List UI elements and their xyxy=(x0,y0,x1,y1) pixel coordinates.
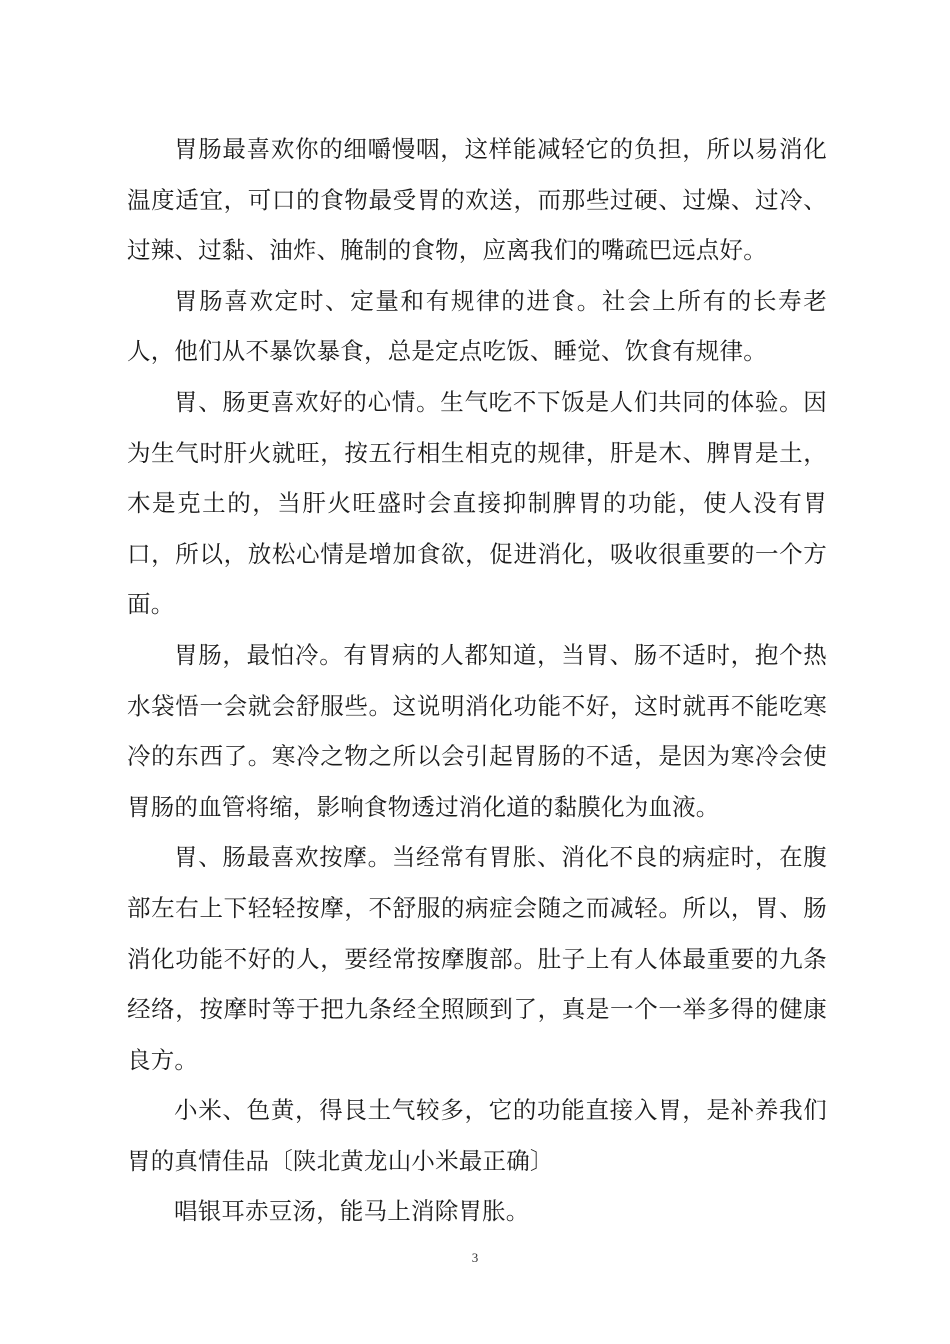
page-number: 3 xyxy=(471,1250,479,1265)
paragraph-good-mood: 胃、肠更喜欢好的心情。生气吃不下饭是人们共同的体验。因为生气时肝火就旺，按五行相生相克的规律，肝是木、脾胃是土，木是克土的，当肝火旺盛时会直接抑制脾胃的功能，使人没有胃口，所以，放松心情是增加食欲，促进消化，吸收很重要的一个方面。 xyxy=(127,387,827,619)
paragraph-millet: 小米、色黄，得艮土气较多，它的功能直接入胃，是补养我们胃的真情佳品〔陕北黄龙山小米最正确〕 xyxy=(127,1096,827,1175)
paragraph-regular-meals: 胃肠喜欢定时、定量和有规律的进食。社会上所有的长寿老人，他们从不暴饮暴食，总是定点吃饭、睡觉、饮食有规律。 xyxy=(127,286,827,366)
document-body xyxy=(127,124,827,1237)
paragraph-massage: 胃、肠最喜欢按摩。当经常有胃胀、消化不良的病症时，在腹部左右上下轻轻按摩，不舒服的病症会随之而减轻。所以，胃、肠消化功能不好的人，要经常按摩腹部。肚子上有人体最重要的九条经络，按摩时等于把九条经全照顾到了，真是一个一举多得的健康良方。 xyxy=(127,843,827,1074)
paragraph-soup: 唱银耳赤豆汤，能马上消除胃胀。 xyxy=(174,1197,530,1226)
paragraph-chew-slowly: 胃肠最喜欢你的细嚼慢咽，这样能减轻它的负担，所以易消化温度适宜，可口的食物最受胃的欢送，而那些过硬、过燥、过冷、过辣、过黏、油炸、腌制的食物，应离我们的嘴疏巴远点好。 xyxy=(127,135,827,265)
paragraph-fear-cold: 胃肠，最怕冷。有胃病的人都知道，当胃、肠不适时，抱个热水袋悟一会就会舒服些。这说明消化功能不好，这时就再不能吃寒冷的东西了。寒冷之物之所以会引起胃肠的不适，是因为寒冷会使胃肠的血管将缩，影响食物透过消化道的黏膜化为血液。 xyxy=(127,640,827,821)
